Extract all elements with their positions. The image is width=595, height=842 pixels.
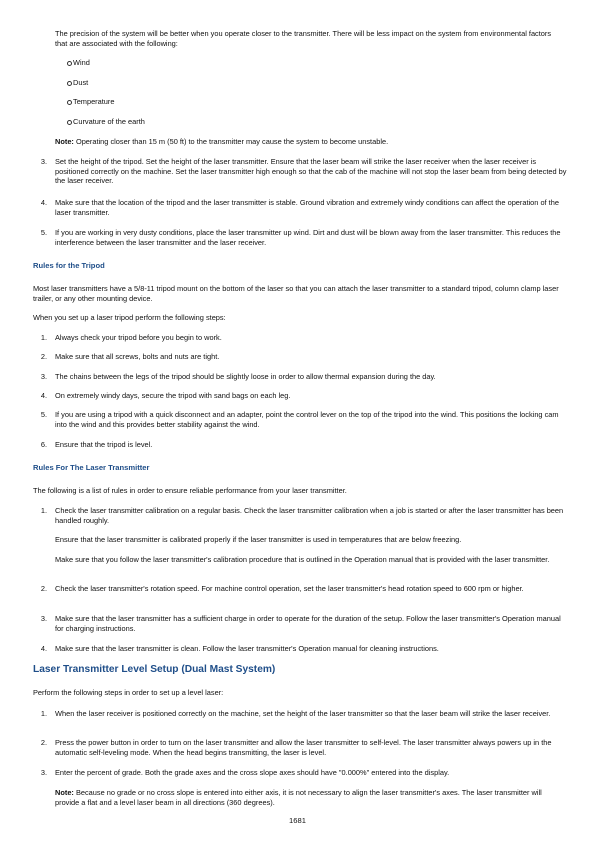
step-text: Check the laser transmitter's rotation speed. For machine control operation, set the laser transmitter's head rotation speed to 600 rpm or higher. — [55, 584, 524, 593]
bullet-icon — [67, 81, 72, 86]
step-text: The chains between the legs of the tripod should be slightly loose in order to allow thermal expansion during the day. — [55, 372, 436, 381]
step-number: 3. — [40, 372, 47, 381]
note-text: Because no grade or no cross slope is entered into either axis, it is not necessary to align the laser transmitter's axes. The laser transmitter will provide a flat and a level laser beam in all directions (360 degrees). — [55, 788, 542, 807]
step-text: Set the height of the tripod. Set the height of the laser transmitter. Ensure that the laser beam will strike the laser receiver when the laser receiver is positioned correctly on the machine. Set the laser transmitter high enough so that the cab of the machine will not stop the laser beam from being detected by the laser receiver. — [55, 157, 567, 186]
level-setup-heading: Laser Transmitter Level Setup (Dual Mast System) — [33, 664, 276, 675]
step-text: If you are working in very dusty conditions, place the laser transmitter up wind. Dirt and dust will be blown away from the laser transmitter. This reduces the interference between the laser transmitter and the laser receiver. — [55, 228, 561, 247]
precision-paragraph: The precision of the system will be better when you operate closer to the transmitter. There will be less impact on the system from environmental factors that are associated with the following: — [55, 29, 552, 48]
step-text: Make sure that the location of the tripod and the laser transmitter is stable. Ground vibration and extremely windy conditions can affect the operation of the laser transmitter. — [55, 198, 559, 217]
note — [55, 137, 565, 147]
list-item — [73, 78, 88, 88]
list-item — [73, 117, 145, 127]
step-number: 1. — [40, 506, 47, 515]
note-text: Operating closer than 15 m (50 ft) to the transmitter may cause the system to become unstable. — [73, 137, 389, 146]
step-number: 5. — [40, 228, 47, 237]
bullet-text: Curvature of the earth — [73, 117, 145, 126]
step-number: 1. — [40, 709, 47, 718]
step-subtext: Make sure that you follow the laser transmitter's calibration procedure that is outlined in the Operation manual that is provided with the laser transmitter. — [55, 555, 550, 564]
bullet-icon — [67, 120, 72, 125]
step-number: 4. — [40, 644, 47, 653]
transmitter-paragraph: The following is a list of rules in order to ensure reliable performance from your laser transmitter. — [33, 486, 347, 495]
bullet-text: Temperature — [73, 97, 115, 106]
step-number: 4. — [40, 391, 47, 400]
step-number: 2. — [40, 352, 47, 361]
note-label: Note: — [55, 137, 74, 146]
level-paragraph: Perform the following steps in order to set up a level laser: — [33, 688, 224, 697]
tripod-intro: When you set up a laser tripod perform the following steps: — [33, 313, 226, 322]
step-number: 5. — [40, 410, 47, 419]
tripod-paragraph: Most laser transmitters have a 5/8-11 tripod mount on the bottom of the laser so that you can attach the laser transmitter to a standard tripod, column clamp laser trailer, or any other mounting device. — [33, 284, 559, 303]
step-number: 2. — [40, 584, 47, 593]
step-text: Always check your tripod before you begin to work. — [55, 333, 222, 342]
tripod-heading: Rules for the Tripod — [33, 261, 105, 270]
step-text: Make sure that the laser transmitter has a sufficient charge in order to operate for the duration of the setup. Follow the laser transmitter's Operation manual for charging instructions. — [55, 614, 561, 633]
note-label: Note: — [55, 788, 74, 797]
bullet-icon — [67, 61, 72, 66]
step-number: 3. — [40, 614, 47, 623]
step-text: When the laser receiver is positioned correctly on the machine, set the height of the laser transmitter so that the laser beam will strike the laser receiver. — [55, 709, 551, 718]
step-number: 4. — [40, 198, 47, 207]
step-number: 1. — [40, 333, 47, 342]
bullet-icon — [67, 100, 72, 105]
list-item — [73, 58, 90, 68]
list-item — [73, 97, 115, 107]
note — [55, 788, 567, 807]
page-number: 1681 — [289, 816, 306, 825]
step-number: 3. — [40, 157, 47, 166]
bullet-text: Dust — [73, 78, 89, 87]
step-subtext: Ensure that the laser transmitter is calibrated properly if the laser transmitter is used in temperatures that are below freezing. — [55, 535, 462, 544]
step-number: 6. — [40, 440, 47, 449]
step-text: Ensure that the tripod is level. — [55, 440, 153, 449]
step-text: Check the laser transmitter calibration on a regular basis. Check the laser transmitter calibration when a job is started or after the laser transmitter has been handled roughly. — [55, 506, 564, 525]
step-text: On extremely windy days, secure the tripod with sand bags on each leg. — [55, 391, 291, 400]
transmitter-heading: Rules For The Laser Transmitter — [33, 463, 150, 472]
step-number: 3. — [40, 768, 47, 777]
bullet-text: Wind — [73, 58, 90, 67]
step-text: Press the power button in order to turn on the laser transmitter and allow the laser transmitter to self-level. The laser transmitter always powers up in the automatic self-leveling mode. When the head begins transmitting, the laser is level. — [55, 738, 552, 757]
step-text: Make sure that the laser transmitter is clean. Follow the laser transmitter's Operation manual for cleaning instructions. — [55, 644, 439, 653]
step-text: Make sure that all screws, bolts and nuts are tight. — [55, 352, 220, 361]
step-text: Enter the percent of grade. Both the grade axes and the cross slope axes should have "0.000%" entered into the display. — [55, 768, 450, 777]
step-text: If you are using a tripod with a quick disconnect and an adapter, point the control lever on the top of the tripod into the wind. This positions the locking cam into the wind and this provides better stability against the wind. — [55, 410, 559, 429]
step-number: 2. — [40, 738, 47, 747]
